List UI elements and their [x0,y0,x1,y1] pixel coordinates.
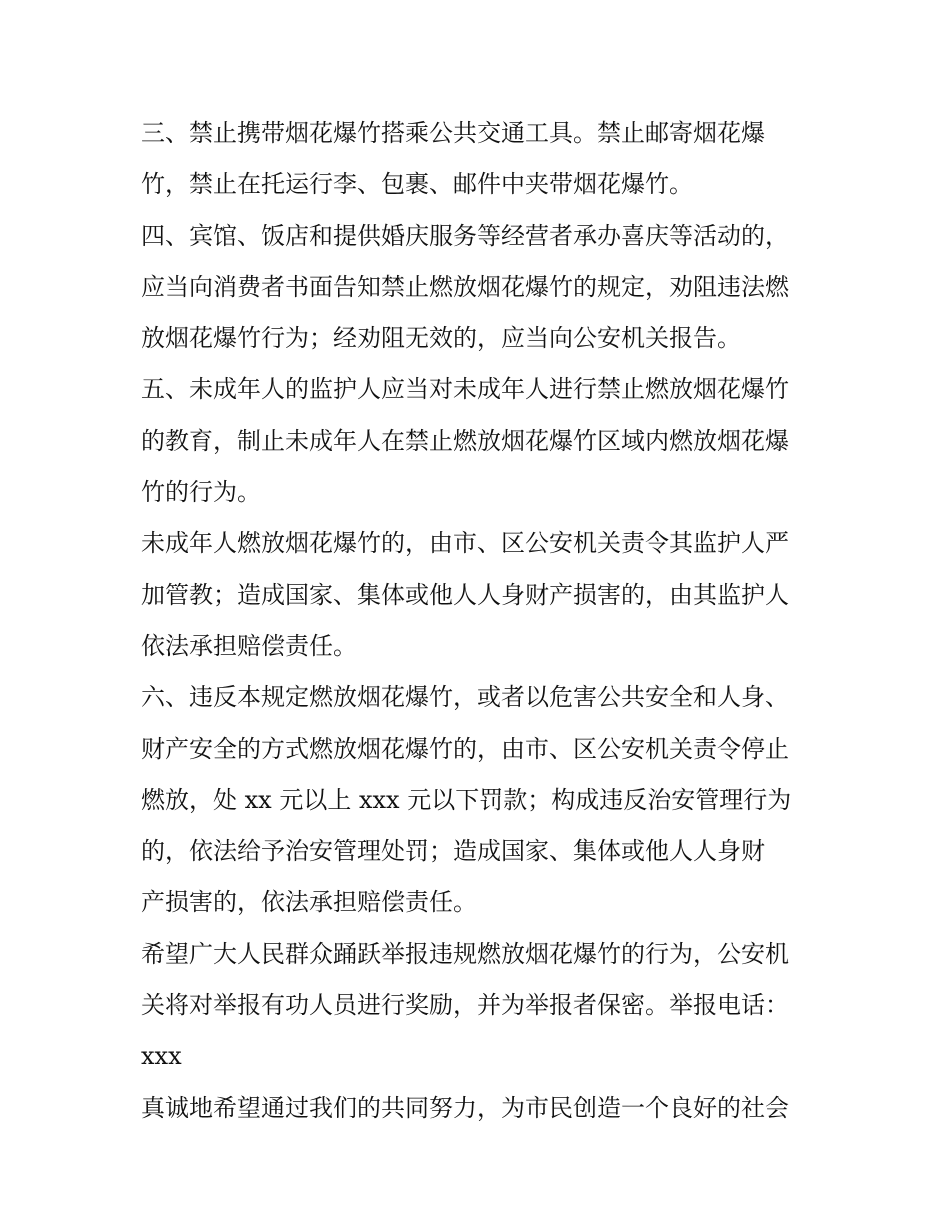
text-line: 竹，禁止在托运行李、包裹、邮件中夹带烟花爆竹。 [141,170,693,199]
paragraph-report-hotline [141,929,821,1083]
text-line: 三、禁止携带烟花爆竹搭乘公共交通工具。禁止邮寄烟花爆 [141,119,765,147]
paragraph-article-4 [141,211,821,365]
text-line: 放烟花爆竹行为；经劝阻无效的，应当向公安机关报告。 [141,324,741,353]
text-line: 四、宾馆、饭店和提供婚庆服务等经营者承办喜庆等活动的， [141,221,789,250]
text-line: 的，依法给予治安管理处罚；造成国家、集体或他人人身财 [141,837,765,866]
hotline-number: xxx [141,1042,182,1071]
paragraph-minor-liability [141,518,821,672]
text-line: 的教育，制止未成年人在禁止燃放烟花爆竹区域内燃放烟花爆 [141,426,789,455]
paragraph-article-6 [141,672,821,928]
text-line: 未成年人燃放烟花爆竹的，由市、区公安机关责令其监护人严 [141,529,789,558]
text-line: 应当向消费者书面告知禁止燃放烟花爆竹的规定，劝阻违法燃 [141,272,789,301]
document-body [141,108,821,1134]
text-line: 加管教；造成国家、集体或他人人身财产损害的，由其监护人 [141,580,789,609]
text-line: 真诚地希望通过我们的共同努力，为市民创造一个良好的社会 [141,1093,789,1122]
text-line: 产损害的，依法承担赔偿责任。 [141,888,477,917]
text-line: 竹的行为。 [141,478,261,507]
paragraph-closing [141,1083,821,1134]
text-line: 五、未成年人的监护人应当对未成年人进行禁止燃放烟花爆竹 [141,375,789,404]
paragraph-article-3 [141,108,821,211]
text-line: 关将对举报有功人员进行奖励，并为举报者保密。举报电话： [141,991,789,1020]
text-line: 依法承担赔偿责任。 [141,631,357,660]
text-line: 燃放，处 xx 元以上 xxx 元以下罚款；构成违反治安管理行为 [141,785,792,814]
text-line: 六、违反本规定燃放烟花爆竹，或者以危害公共安全和人身、 [141,683,789,712]
text-line: 希望广大人民群众踊跃举报违规燃放烟花爆竹的行为，公安机 [141,939,789,968]
text-line: 财产安全的方式燃放烟花爆竹的，由市、区公安机关责令停止 [141,734,789,763]
paragraph-article-5 [141,364,821,518]
